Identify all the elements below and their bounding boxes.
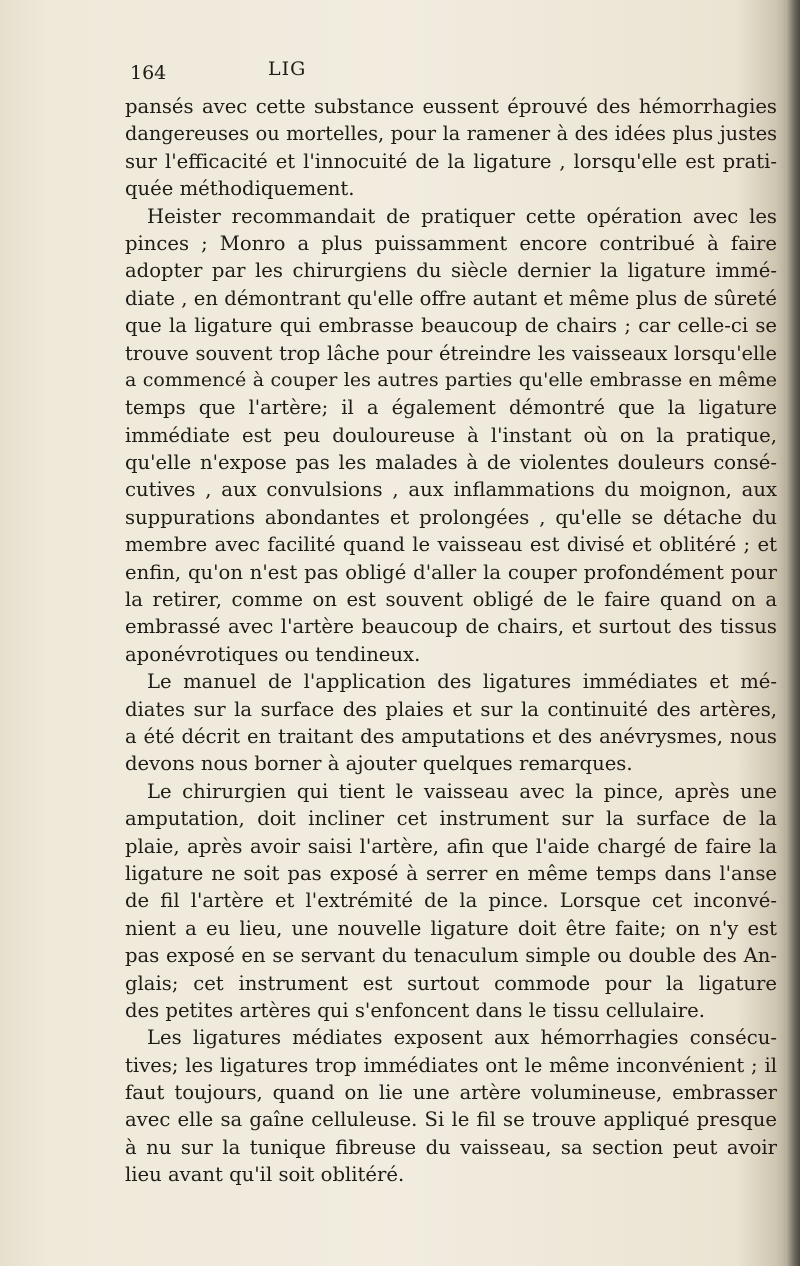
text-line: devons nous borner à ajouter quelques remarques.	[125, 752, 633, 776]
text-line: glais; cet instrument est surtout commode pour la ligature	[125, 971, 777, 995]
text-line: pinces ; Monro a plus puissamment encore contribué à faire	[125, 231, 777, 255]
text-line: quée méthodiquement.	[125, 177, 355, 201]
text-line: à nu sur la tunique fibreuse du vaisseau, sa section peut avoir	[125, 1135, 777, 1159]
text-line: adopter par les chirurgiens du siècle dernier la ligature immé-	[125, 259, 777, 283]
text-line: sur l'efficacité et l'innocuité de la ligature , lorsqu'elle est prati-	[125, 149, 777, 173]
header-title: LIG	[268, 58, 307, 80]
text-line: des petites artères qui s'enfoncent dans le tissu cellulaire.	[125, 998, 705, 1022]
page-number: 164	[130, 62, 167, 84]
text-line: a été décrit en traitant des amputations et des anévrysmes, nous	[125, 724, 777, 748]
text-line: a commencé à couper les autres parties qu'elle embrasse en même	[125, 368, 777, 391]
text-line: amputation, doit incliner cet instrument sur la surface de la	[125, 807, 777, 831]
text-line: Les ligatures médiates exposent aux hémorrhagies consécu-	[147, 1026, 777, 1050]
text-line: avec elle sa gaîne celluleuse. Si le fil se trouve appliqué presque	[125, 1108, 777, 1132]
text-line: plaie, après avoir saisi l'artère, afin que l'aide chargé de faire la	[125, 834, 777, 858]
text-line: pansés avec cette substance eussent éprouvé des hémorrhagies	[125, 95, 777, 118]
text-line: ligature ne soit pas exposé à serrer en même temps dans l'anse	[125, 861, 777, 885]
text-line: diates sur la surface des plaies et sur la continuité des artères,	[125, 697, 777, 721]
text-line: temps que l'artère; il a également démontré que la ligature	[125, 396, 777, 420]
text-line: cutives , aux convulsions , aux inflammations du moignon, aux	[125, 478, 777, 502]
text-line: diate , en démontrant qu'elle offre autant et même plus de sûreté	[125, 286, 777, 310]
text-line: trouve souvent trop lâche pour étreindre les vaisseaux lorsqu'elle	[125, 341, 777, 365]
text-line: tives; les ligatures trop immédiates ont le même inconvénient ; il	[125, 1053, 777, 1077]
text-line: de fil l'artère et l'extrémité de la pince. Lorsque cet inconvé-	[125, 889, 777, 913]
body-text	[125, 93, 777, 1189]
text-line: Heister recommandait de pratiquer cette opération avec les	[147, 204, 777, 228]
text-line: enfin, qu'on n'est pas obligé d'aller la couper profondément pour	[125, 560, 777, 584]
text-line: immédiate est peu douloureuse à l'instant où on la pratique,	[125, 423, 777, 447]
text-line: la retirer, comme on est souvent obligé de le faire quand on a	[125, 588, 777, 612]
text-line: suppurations abondantes et prolongées , qu'elle se détache du	[125, 505, 777, 529]
text-line: pas exposé en se servant du tenaculum simple ou double des An-	[125, 944, 777, 968]
text-line: embrassé avec l'artère beaucoup de chairs, et surtout des tissus	[125, 615, 777, 639]
text-line: Le manuel de l'application des ligatures immédiates et mé-	[147, 670, 777, 694]
running-head	[130, 58, 460, 88]
text-line: nient a eu lieu, une nouvelle ligature doit être faite; on n'y est	[125, 916, 777, 940]
text-line: Le chirurgien qui tient le vaisseau avec la pince, après une	[147, 779, 777, 803]
page-edge-shadow	[786, 0, 800, 1266]
text-line: faut toujours, quand on lie une artère volumineuse, embrasser	[125, 1081, 777, 1105]
text-line: lieu avant qu'il soit oblitéré.	[125, 1163, 405, 1187]
text-line: membre avec facilité quand le vaisseau est divisé et oblitéré ; et	[125, 533, 777, 557]
text-line: dangereuses ou mortelles, pour la ramener à des idées plus justes	[125, 122, 777, 146]
text-line: que la ligature qui embrasse beaucoup de chairs ; car celle-ci se	[125, 314, 777, 338]
text-line: aponévrotiques ou tendineux.	[125, 642, 421, 666]
text-line: qu'elle n'expose pas les malades à de violentes douleurs consé-	[125, 451, 777, 475]
